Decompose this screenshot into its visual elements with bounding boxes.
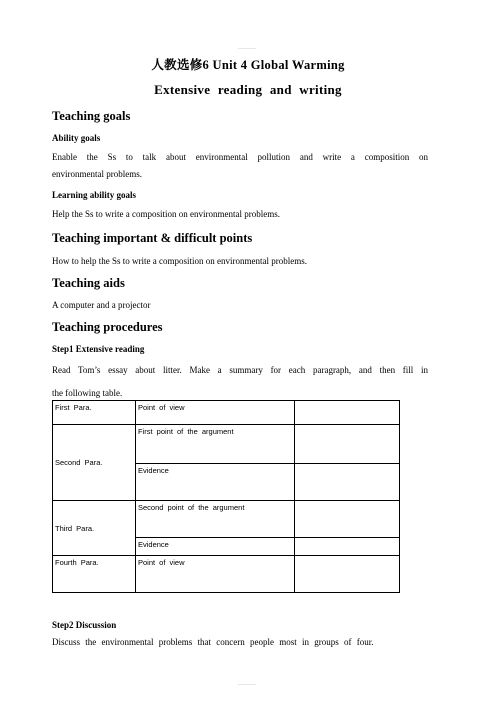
page-subtitle: Extensive reading and writing — [154, 82, 342, 97]
step1-heading: Step1 Extensive reading — [52, 344, 145, 354]
table-cell-point-of-view: Point of view — [136, 556, 295, 593]
step1-text-line1: Read Tom’s essay about litter. Make a summary for each paragraph, and then fill in — [52, 365, 428, 375]
table-cell-third-para: Third Para. — [53, 501, 136, 556]
ability-goals-heading: Ability goals — [52, 133, 101, 143]
learning-ability-text: Help the Ss to write a composition on environmental problems. — [52, 209, 280, 219]
footer-mark — [238, 684, 256, 685]
teaching-procedures-heading: Teaching procedures — [52, 320, 163, 334]
step2-heading: Step2 Discussion — [52, 620, 117, 630]
step1-text-line2: the following table. — [52, 388, 123, 398]
summary-table — [52, 400, 400, 593]
table-cell-blank[interactable] — [295, 501, 400, 538]
step2-text: Discuss the environmental problems that concern people most in groups of four. — [52, 637, 374, 647]
important-points-text: How to help the Ss to write a composition on environmental problems. — [52, 256, 307, 266]
teaching-goals-heading: Teaching goals — [52, 109, 131, 123]
table-cell-blank[interactable] — [295, 425, 400, 464]
header-mark — [238, 48, 256, 49]
important-points-heading: Teaching important & difficult points — [52, 231, 253, 245]
table-cell-blank[interactable] — [295, 464, 400, 501]
ability-goals-text-line2: environmental problems. — [52, 169, 142, 179]
teaching-aids-text: A computer and a projector — [52, 300, 151, 310]
table-cell-evidence: Evidence — [136, 538, 295, 556]
table-cell-fourth-para: Fourth Para. — [53, 556, 136, 593]
table-cell-second-point: Second point of the argument — [136, 501, 295, 538]
table-row — [53, 425, 400, 464]
table-cell-second-para: Second Para. — [53, 425, 136, 501]
table-row — [53, 501, 400, 538]
table-row — [53, 401, 400, 425]
teaching-aids-heading: Teaching aids — [52, 276, 125, 290]
learning-ability-heading: Learning ability goals — [52, 190, 137, 200]
table-row — [53, 556, 400, 593]
ability-goals-text-line1: Enable the Ss to talk about environmental pollution and write a composition on — [52, 152, 428, 162]
table-cell-blank[interactable] — [295, 401, 400, 425]
page-title: 人教选修6 Unit 4 Global Warming — [151, 58, 345, 72]
table-cell-point-of-view: Point of view — [136, 401, 295, 425]
table-cell-blank[interactable] — [295, 538, 400, 556]
table-cell-blank[interactable] — [295, 556, 400, 593]
table-cell-first-point: First point of the argument — [136, 425, 295, 464]
table-cell-first-para: First Para. — [53, 401, 136, 425]
table-cell-evidence: Evidence — [136, 464, 295, 501]
